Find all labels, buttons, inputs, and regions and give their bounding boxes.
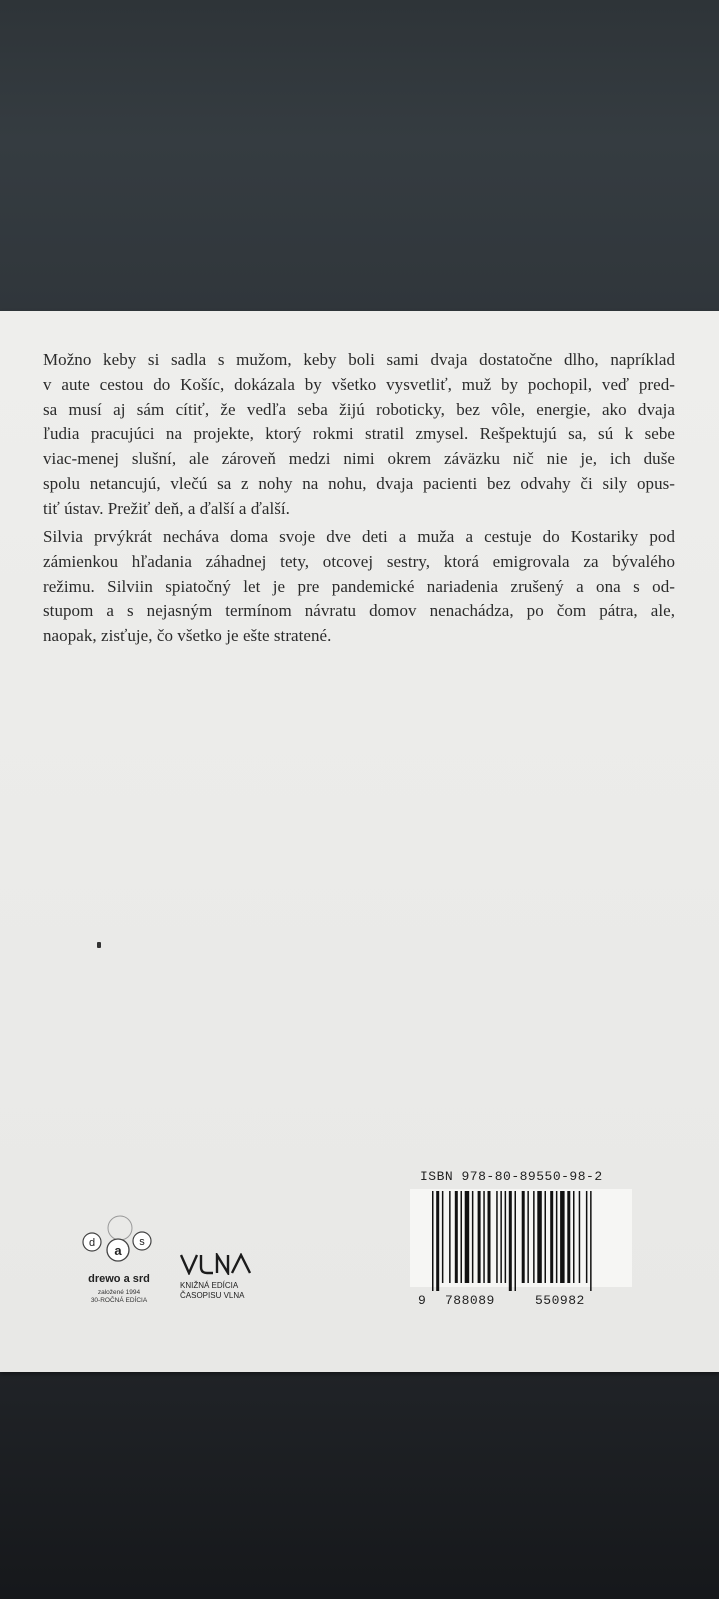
barcode-bar bbox=[432, 1191, 434, 1291]
blurb-line: v aute cestou do Košíc, dokázala by všetko vysvetliť, muž by pochopil, veď pred- bbox=[43, 374, 675, 394]
barcode-bar bbox=[550, 1191, 553, 1283]
blurb-line: režimu. Silviin spiatočný let je pre pandemické nariadenia zrušený a ona s od- bbox=[43, 576, 675, 596]
publisher-founded: založené 1994 bbox=[97, 1289, 141, 1296]
barcode-bar bbox=[573, 1191, 575, 1283]
blurb-line: spolu netancujú, vlečú sa z nohy na nohu, dvaja pacienti bez odvahy či sily opus- bbox=[43, 473, 675, 493]
barcode-bar bbox=[509, 1191, 512, 1291]
blurb-line: ľudia pracujúci na projekte, ktorý rokmi stratil zmysel. Rešpektujú sa, sú k sebe bbox=[43, 424, 675, 444]
barcode-bar bbox=[522, 1191, 525, 1283]
logo-letter-s: s bbox=[139, 1236, 145, 1248]
barcode-digits-left: 788089 bbox=[445, 1293, 495, 1308]
publisher-subtitle bbox=[74, 1289, 164, 1305]
blurb-line: stupom a s nejasným termínom návratu domov nenachádza, po čom pátra, ale, bbox=[43, 601, 675, 621]
blurb-line: Možno keby si sadla s mužom, keby boli sami dvaja dostatočne dlho, napríklad bbox=[43, 350, 675, 369]
barcode-bar bbox=[505, 1191, 507, 1283]
barcode-bar bbox=[556, 1191, 558, 1283]
barcode-bar bbox=[527, 1191, 529, 1283]
barcode-digits-right: 550982 bbox=[535, 1293, 585, 1308]
blurb-line: sa musí aj sám cítiť, že vedľa seba žijú roboticky, bez vôle, energie, ako dvaja bbox=[43, 399, 675, 419]
publisher-edition: 30-ROČNÁ EDÍCIA bbox=[90, 1297, 148, 1304]
barcode-bar bbox=[567, 1191, 570, 1283]
barcode-bar bbox=[496, 1191, 498, 1283]
logo-letter-d: d bbox=[88, 1237, 96, 1249]
isbn-label: ISBN 978-80-89550-98-2 bbox=[420, 1169, 603, 1184]
logo-letter-a: a bbox=[114, 1243, 122, 1258]
book-back-cover bbox=[0, 311, 719, 1372]
blurb-line: tiť ústav. Prežiť deň, a ďalší a ďalší. bbox=[43, 498, 290, 518]
blurb-paragraph-1 bbox=[43, 348, 675, 522]
barcode-bar bbox=[472, 1191, 474, 1283]
vlna-line-2: ČASOPISU VLNA bbox=[180, 1291, 245, 1300]
barcode-bar bbox=[449, 1191, 451, 1283]
vlna-edition-text bbox=[180, 1281, 280, 1301]
barcode-bar bbox=[515, 1191, 517, 1291]
vlna-line-1: KNIŽNÁ EDÍCIA bbox=[180, 1281, 239, 1290]
blurb-paragraph-2 bbox=[43, 525, 675, 649]
barcode-bar bbox=[560, 1191, 565, 1283]
barcode-bar bbox=[455, 1191, 458, 1283]
blurb-line: Silvia prvýkrát necháva doma svoje dve deti a muža a cestuje do Kostariky pod bbox=[43, 527, 675, 546]
vlna-logo bbox=[180, 1253, 254, 1275]
barcode-bar bbox=[537, 1191, 542, 1283]
barcode-bar bbox=[442, 1191, 444, 1283]
background-top bbox=[0, 0, 719, 312]
barcode-bar bbox=[483, 1191, 485, 1283]
barcode-bar bbox=[461, 1191, 463, 1283]
barcode-bar bbox=[586, 1191, 588, 1283]
barcode-bar bbox=[500, 1191, 502, 1283]
barcode-bar bbox=[579, 1191, 581, 1283]
barcode-bar bbox=[465, 1191, 470, 1283]
publisher-name: drewo a srd bbox=[88, 1273, 150, 1285]
print-speck bbox=[97, 942, 101, 948]
barcode-bar bbox=[488, 1191, 491, 1283]
blurb-line: zámienkou hľadania záhadnej tety, otcovej sestry, ktorá emigrovala za bývalého bbox=[43, 551, 675, 571]
isbn-barcode bbox=[420, 1191, 620, 1291]
background-bottom bbox=[0, 1372, 719, 1599]
blurb-line: viac-menej slušní, ale zároveň medzi nimi okrem záväzku nič nie je, ich duše bbox=[43, 449, 675, 469]
blurb-line: naopak, zisťuje, čo všetko je ešte stratené. bbox=[43, 626, 332, 646]
barcode-digit-first: 9 bbox=[418, 1293, 426, 1308]
barcode-bar bbox=[436, 1191, 439, 1291]
barcode-bar bbox=[478, 1191, 481, 1283]
barcode-bar bbox=[545, 1191, 547, 1283]
barcode-bar bbox=[533, 1191, 535, 1283]
barcode-bar bbox=[590, 1191, 592, 1291]
